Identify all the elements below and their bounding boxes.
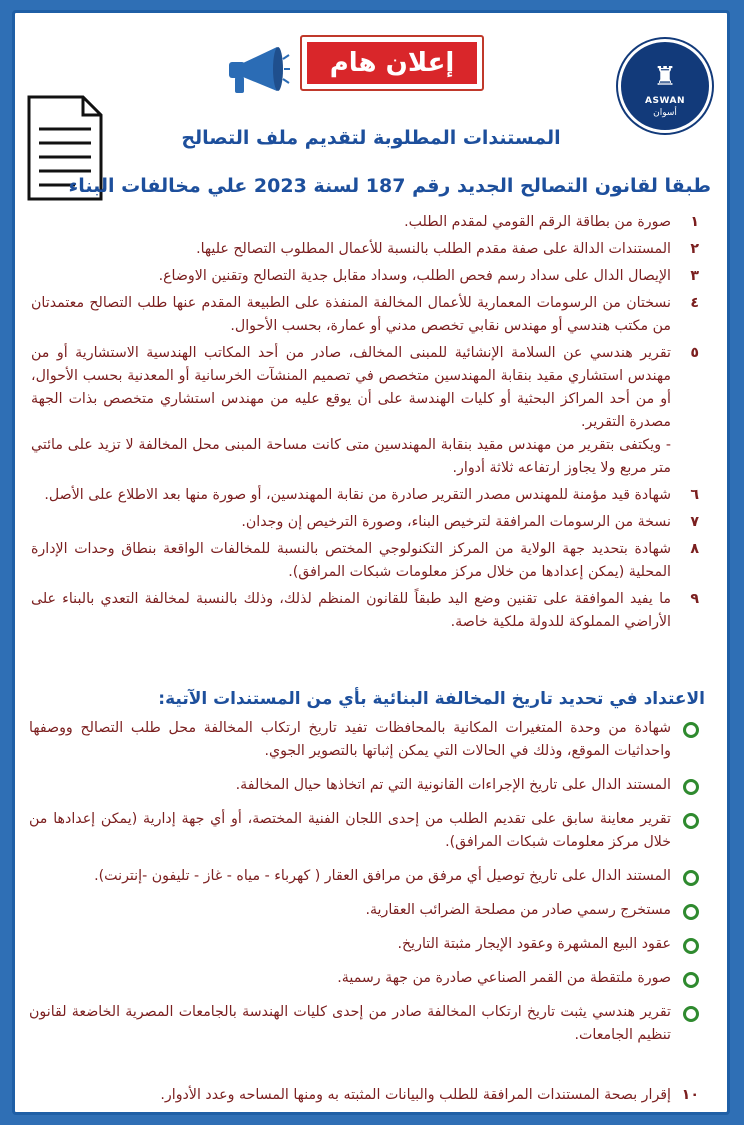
list-item bbox=[31, 238, 705, 261]
banner-text: إعلان هام bbox=[307, 42, 477, 84]
megaphone-icon bbox=[221, 41, 291, 101]
page-subtitle: طبقا لقانون التصالح الجديد رقم 187 لسنة 2023 علي مخالفات البناء bbox=[68, 175, 711, 197]
item-text: ما يفيد الموافقة على تقنين وضع اليد طبقاً للقانون المنظم لذلك، وذلك بالنسبة لمخالفة التعدي بالبناء على الأراضي المملوكة للدولة ملكية خاصة. bbox=[31, 591, 671, 630]
list-item bbox=[29, 967, 705, 990]
item-text: عقود البيع المشهرة وعقود الإيجار مثبتة التاريخ. bbox=[397, 936, 671, 952]
evidence-list bbox=[29, 717, 705, 1058]
list-item bbox=[29, 899, 705, 922]
circle-bullet-icon bbox=[683, 779, 699, 795]
list-item bbox=[31, 1084, 705, 1107]
circle-bullet-icon bbox=[683, 722, 699, 738]
list-item bbox=[31, 588, 705, 634]
list-item bbox=[31, 484, 705, 507]
section-heading: الاعتداد في تحديد تاريخ المخالفة البنائية بأي من المستندات الآتية: bbox=[158, 689, 705, 709]
temple-icon: ♜ bbox=[653, 62, 677, 92]
item-text: تقرير معاينة سابق على تقديم الطلب من إحدى اللجان الفنية المختصة، أو أي جهة إدارية (يمكن إعدادها من خلال مركز معلومات شبكات المرافق). bbox=[29, 811, 671, 850]
circle-bullet-icon bbox=[683, 1006, 699, 1022]
required-documents-list bbox=[31, 211, 705, 638]
logo-arabic-text: أسوان bbox=[653, 108, 677, 118]
announcement-card bbox=[12, 10, 730, 1115]
list-item bbox=[29, 774, 705, 797]
circle-bullet-icon bbox=[683, 972, 699, 988]
logo-latin-text: ASWAN bbox=[645, 96, 685, 106]
item-text: نسخة من الرسومات المرافقة لترخيص البناء، وصورة الترخيص إن وجدان. bbox=[241, 514, 671, 530]
aswan-logo bbox=[618, 39, 712, 133]
item-text: تقرير هندسي يثبت تاريخ ارتكاب المخالفة صادر من إحدى كليات الهندسة بالجامعات المصرية الخاضعة لقانون تنظيم الجامعات. bbox=[29, 1004, 671, 1043]
item-text: صورة ملتقطة من القمر الصناعي صادرة من جهة رسمية. bbox=[337, 970, 671, 986]
list-item bbox=[29, 717, 705, 763]
list-item bbox=[31, 292, 705, 338]
item-text: مستخرج رسمي صادر من مصلحة الضرائب العقارية. bbox=[365, 902, 671, 918]
item-number: ٣ bbox=[690, 268, 699, 284]
item-number: ٦ bbox=[690, 487, 699, 503]
item-note: - ويكتفى بتقرير من مهندس مقيد بنقابة المهندسين متى كانت مساحة المبنى محل المخالفة لا تزيد على مائتي متر مربع ولا يجاوز ارتفاعه ثلاثة أدوار. bbox=[31, 437, 671, 476]
item-text: الإيصال الدال على سداد رسم فحص الطلب، وسداد مقابل جدية التصالح وتقنين الاوضاع. bbox=[158, 268, 671, 284]
item-text: المستند الدال على تاريخ توصيل أي مرفق من مرافق العقار ( كهرباء - مياه - غاز - تليفون -إنترنت). bbox=[94, 868, 671, 884]
item-text: شهادة من وحدة المتغيرات المكانية بالمحافظات تفيد تاريخ ارتكاب المخالفة محل طلب التصالح ووصفها واحداثيات الموقع، وذلك في الحالات التي يمكن إثباتها بالتصوير الجوي. bbox=[29, 720, 671, 759]
item-number: ١٠ bbox=[681, 1087, 699, 1103]
circle-bullet-icon bbox=[683, 870, 699, 886]
item-number: ٢ bbox=[690, 241, 699, 257]
item-text: نسختان من الرسومات المعمارية للأعمال المخالفة المنفذة على الطبيعة المقدم عنها طلب التصالح معتمدتان من مكتب هندسي أو مهندس نقابي تخصص مدني أو عمارة، بحسب الأحوال. bbox=[31, 295, 671, 334]
item-number: ٤ bbox=[690, 295, 699, 311]
item-number: ٥ bbox=[690, 345, 699, 361]
item-text: شهادة قيد مؤمنة للمهندس مصدر التقرير صادرة من نقابة المهندسين، أو صورة منها بعد الاطلاع على الأصل. bbox=[44, 487, 671, 503]
page-title: المستندات المطلوبة لتقديم ملف التصالح bbox=[181, 127, 561, 149]
item-text: المستند الدال على تاريخ الإجراءات القانونية التي تم اتخاذها حيال المخالفة. bbox=[235, 777, 671, 793]
item-number: ١ bbox=[690, 214, 699, 230]
list-item bbox=[29, 808, 705, 854]
item-text: شهادة بتحديد جهة الولاية من المركز التكنولوجي المختص بالنسبة للمخالفات الواقعة بنطاق وحدات الإدارة المحلية (يمكن إعدادها من خلال مركز معلومات شبكات المرافق). bbox=[31, 541, 671, 580]
item-text: صورة من بطاقة الرقم القومي لمقدم الطلب. bbox=[404, 214, 671, 230]
item-text: المستندات الدالة على صفة مقدم الطلب بالنسبة للأعمال المطلوب التصالح عليها. bbox=[196, 241, 671, 257]
list-item bbox=[29, 1001, 705, 1047]
list-item bbox=[29, 865, 705, 888]
item-text: إقرار بصحة المستندات المرافقة للطلب والبيانات المثبته به ومنها المساحه وعدد الأدوار. bbox=[160, 1087, 671, 1103]
item-number: ٨ bbox=[690, 541, 699, 557]
item-text: تقرير هندسي عن السلامة الإنشائية للمبنى المخالف، صادر من أحد المكاتب الهندسية الاستشارية أو من مهندس استشاري مقيد بنقابة المهندسين متخصص في تصميم المنشآت الخرسانية أو المعدنية بحسب الأحوال، أو من أحد المراكز البحثية أو كليات الهندسة على أن يوقع عليه من مهندس استشاري متخصص بذات الجهة مصدرة التقرير. bbox=[31, 345, 671, 430]
final-item bbox=[31, 1084, 705, 1107]
circle-bullet-icon bbox=[683, 904, 699, 920]
list-item bbox=[31, 511, 705, 534]
circle-bullet-icon bbox=[683, 813, 699, 829]
list-item bbox=[29, 933, 705, 956]
circle-bullet-icon bbox=[683, 938, 699, 954]
important-announcement-banner bbox=[300, 35, 484, 91]
list-item bbox=[31, 342, 705, 480]
list-item bbox=[31, 265, 705, 288]
item-number: ٧ bbox=[690, 514, 699, 530]
list-item bbox=[31, 538, 705, 584]
item-number: ٩ bbox=[690, 591, 699, 607]
list-item bbox=[31, 211, 705, 234]
